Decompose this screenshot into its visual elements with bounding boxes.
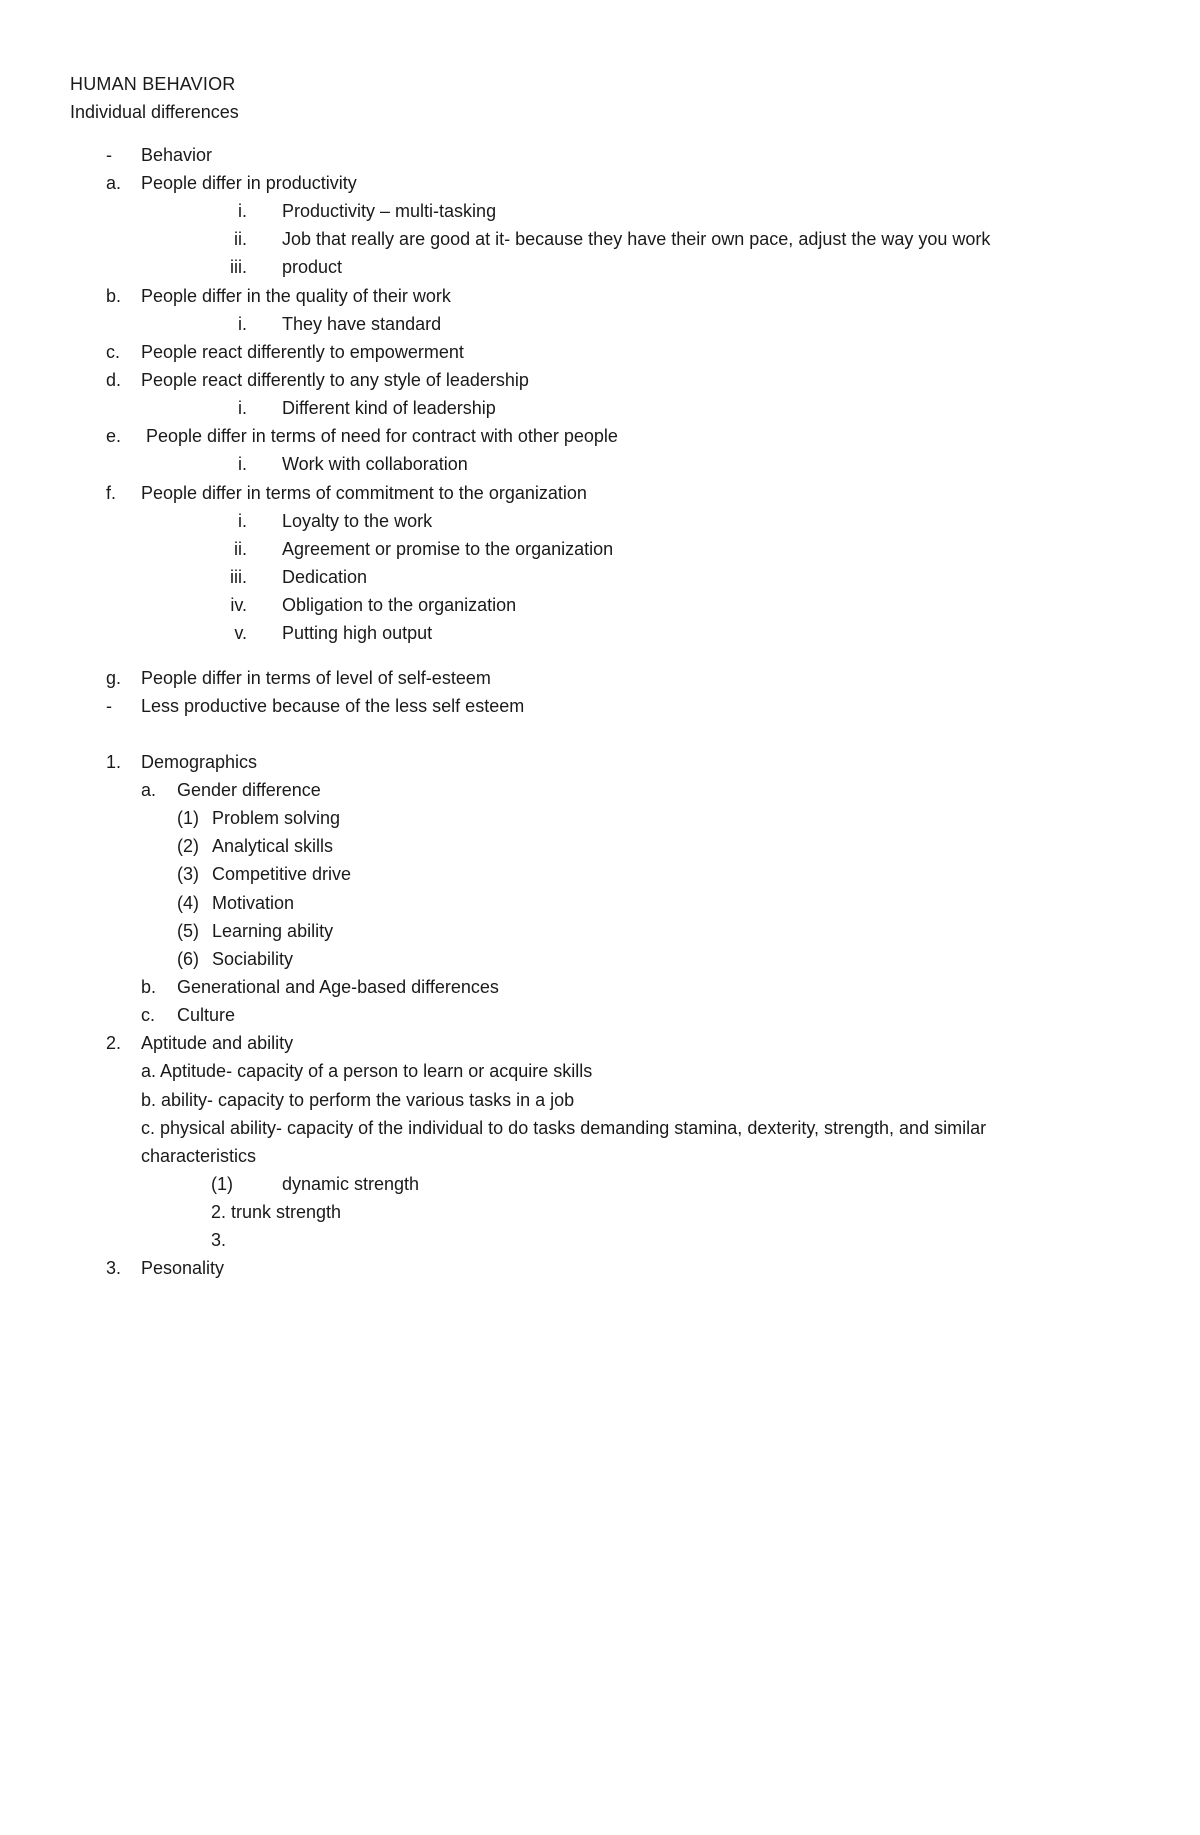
sublist-item: Work with collaboration — [282, 454, 468, 474]
sublist-item: Agreement or promise to the organization — [282, 539, 614, 559]
paren-marker: (5) — [177, 921, 199, 941]
culture-heading: Culture — [177, 1005, 236, 1025]
section-aptitude: Aptitude and ability — [141, 1033, 294, 1053]
ability-definition: b. ability- capacity to perform the various tasks in a job — [141, 1090, 575, 1110]
paren-marker: (1) — [211, 1174, 233, 1194]
list-marker: g. — [106, 668, 122, 688]
paren-marker: (1) — [177, 808, 199, 828]
list-item: People differ in terms of level of self-esteem — [141, 668, 491, 688]
list-marker: b. — [141, 977, 157, 997]
sublist-item: Job that really are good at it- because they have their own pace, adjust the way you work — [282, 229, 991, 249]
numbered-marker: 2. — [106, 1033, 122, 1053]
behavior-dash-marker: - — [106, 145, 112, 165]
sublist-item: Dedication — [282, 567, 368, 587]
list-item: People react differently to any style of leadership — [141, 370, 529, 390]
sublist-marker: v. — [234, 623, 247, 643]
sublist-marker: ii. — [234, 539, 247, 559]
list-marker: a. — [141, 780, 157, 800]
behavior-heading: Behavior — [141, 145, 213, 165]
sublist-marker: i. — [238, 454, 247, 474]
numbered-marker: 3. — [106, 1258, 122, 1278]
sublist-marker: i. — [238, 201, 247, 221]
generational-heading: Generational and Age-based differences — [177, 977, 499, 997]
list-item: People differ in terms of commitment to the organization — [141, 483, 587, 503]
list-marker: f. — [106, 483, 117, 503]
strength-item: dynamic strength — [282, 1174, 420, 1194]
sublist-item: Productivity – multi-tasking — [282, 201, 497, 221]
closing-dash-marker: - — [106, 696, 112, 716]
document-subtitle: Individual differences — [70, 102, 239, 122]
paren-marker: (6) — [177, 949, 199, 969]
sublist-marker: ii. — [234, 229, 247, 249]
list-marker: b. — [106, 286, 122, 306]
sublist-item: They have standard — [282, 314, 442, 334]
sublist-marker: i. — [238, 314, 247, 334]
sublist-marker: iii. — [230, 567, 247, 587]
paren-marker: (2) — [177, 836, 199, 856]
gender-item: Analytical skills — [212, 836, 334, 856]
sublist-item: Loyalty to the work — [282, 511, 433, 531]
gender-difference-heading: Gender difference — [177, 780, 321, 800]
list-item: People react differently to empowerment — [141, 342, 464, 362]
strength-item-empty: 3. — [211, 1230, 227, 1250]
sublist-item: Obligation to the organization — [282, 595, 517, 615]
physical-ability-definition-cont: characteristics — [141, 1146, 257, 1166]
list-marker: c. — [106, 342, 121, 362]
paren-marker: (4) — [177, 893, 199, 913]
sublist-marker: iv. — [230, 595, 247, 615]
gender-item: Sociability — [212, 949, 294, 969]
list-marker: d. — [106, 370, 122, 390]
list-item: People differ in productivity — [141, 173, 357, 193]
gender-item: Problem solving — [212, 808, 341, 828]
list-item: People differ in terms of need for contract with other people — [141, 426, 618, 446]
aptitude-definition: a. Aptitude- capacity of a person to learn or acquire skills — [141, 1061, 593, 1081]
list-marker: e. — [106, 426, 122, 446]
sublist-item: Putting high output — [282, 623, 433, 643]
physical-ability-definition: c. physical ability- capacity of the individual to do tasks demanding stamina, dexterity, strength, and similar — [141, 1118, 987, 1138]
sublist-item: Different kind of leadership — [282, 398, 496, 418]
list-item: People differ in the quality of their work — [141, 286, 451, 306]
numbered-marker: 1. — [106, 752, 122, 772]
sublist-marker: i. — [238, 398, 247, 418]
paren-marker: (3) — [177, 864, 199, 884]
gender-item: Competitive drive — [212, 864, 352, 884]
section-personality: Pesonality — [141, 1258, 225, 1278]
list-marker: a. — [106, 173, 122, 193]
sublist-marker: iii. — [230, 257, 247, 277]
closing-note: Less productive because of the less self esteem — [141, 696, 525, 716]
document-title: HUMAN BEHAVIOR — [70, 74, 236, 94]
strength-item: 2. trunk strength — [211, 1202, 342, 1222]
list-marker: c. — [141, 1005, 156, 1025]
gender-item: Learning ability — [212, 921, 334, 941]
sublist-item: product — [282, 257, 343, 277]
sublist-marker: i. — [238, 511, 247, 531]
section-demographics: Demographics — [141, 752, 258, 772]
gender-item: Motivation — [212, 893, 295, 913]
